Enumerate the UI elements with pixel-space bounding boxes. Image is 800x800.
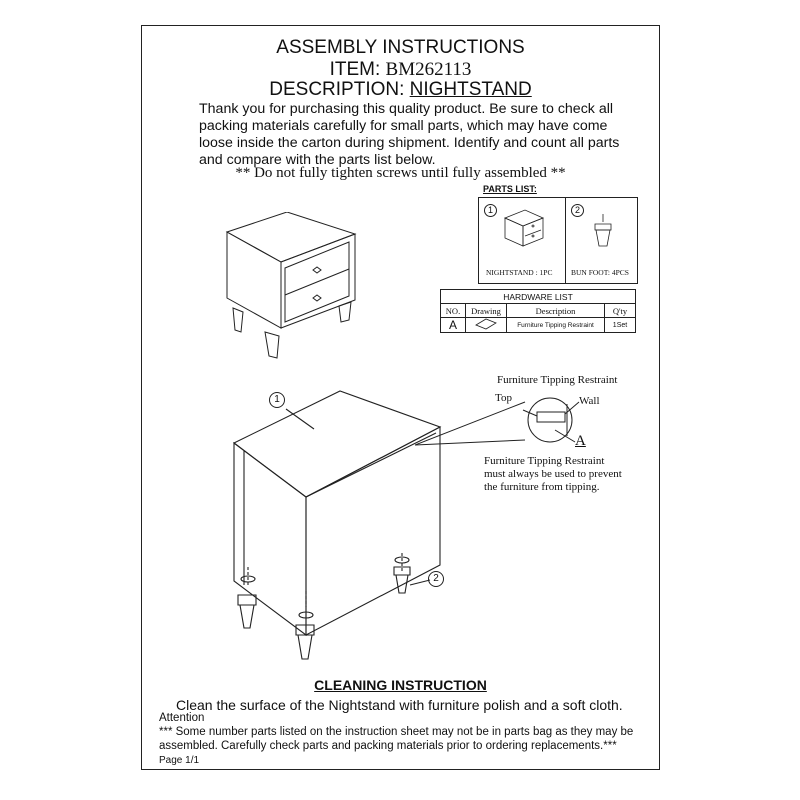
description-label: DESCRIPTION: <box>269 79 405 100</box>
hardware-no: A <box>441 318 466 333</box>
top-label: Top <box>495 392 512 404</box>
description-value: NIGHTSTAND <box>409 79 532 100</box>
parts-list-title: PARTS LIST: <box>483 184 537 194</box>
cleaning-text: Clean the surface of the Nightstand with furniture polish and a soft cloth. <box>176 697 623 713</box>
hardware-letter-a: A <box>575 433 586 449</box>
part-label-nightstand: NIGHTSTAND : 1PC <box>486 268 553 277</box>
part-number-2: 2 <box>571 204 584 217</box>
callout-1: 1 <box>269 392 285 408</box>
hardware-header-drawing: Drawing <box>466 304 507 318</box>
hardware-list-table <box>440 289 636 333</box>
item-label: ITEM: <box>329 59 381 80</box>
hardware-list-title: HARDWARE LIST <box>441 290 636 304</box>
description-line <box>141 79 660 100</box>
warning-line: must always be used to prevent <box>484 468 622 480</box>
table-row <box>441 318 636 333</box>
nightstand-drawing <box>215 212 365 364</box>
page-title: ASSEMBLY INSTRUCTIONS <box>276 37 525 58</box>
callout-2: 2 <box>428 571 444 587</box>
intro-line: and compare with the parts list below. <box>199 152 436 168</box>
attention-label: Attention <box>159 712 205 724</box>
hardware-description: Furniture Tipping Restraint <box>507 318 605 333</box>
page-number: Page 1/1 <box>159 755 200 766</box>
intro-line: packing materials carefully for small parts, which may have come <box>199 118 608 134</box>
part-label-bun-foot: BUN FOOT: 4PCS <box>571 268 629 277</box>
restraint-title-label: Furniture Tipping Restraint <box>497 374 618 386</box>
hardware-header-qty: Q'ty <box>605 304 636 318</box>
hardware-qty: 1Set <box>605 318 636 333</box>
restraint-warning <box>484 455 622 494</box>
wall-label: Wall <box>579 395 600 407</box>
item-number: BM262113 <box>385 59 472 80</box>
warning-line: the furniture from tipping. <box>484 481 600 493</box>
item-line <box>141 59 660 80</box>
parts-list-table <box>478 197 638 284</box>
restraint-strap-icon <box>475 318 497 330</box>
assembly-diagram <box>210 385 450 685</box>
hardware-drawing <box>466 318 507 333</box>
warning-line: Furniture Tipping Restraint <box>484 455 605 467</box>
part-number-1: 1 <box>484 204 497 217</box>
notice-line-2: assembled. Carefully check parts and packing materials prior to ordering replacements.*** <box>159 740 617 752</box>
notice-line-1: *** Some number parts listed on the instruction sheet may not be in parts bag as they may be <box>159 726 634 738</box>
intro-line: loose inside the carton during shipment. Identify and count all parts <box>199 135 620 151</box>
part-nightstand-icon <box>501 208 547 254</box>
cleaning-title: CLEANING INSTRUCTION <box>314 677 487 693</box>
intro-line: Thank you for purchasing this quality product. Be sure to check all <box>199 101 614 117</box>
tighten-note: ** Do not fully tighten screws until fully assembled ** <box>235 165 566 181</box>
hardware-header-no: NO. <box>441 304 466 318</box>
hardware-header-description: Description <box>507 304 605 318</box>
intro-text <box>199 101 629 169</box>
part-bun-foot-icon <box>591 214 615 250</box>
